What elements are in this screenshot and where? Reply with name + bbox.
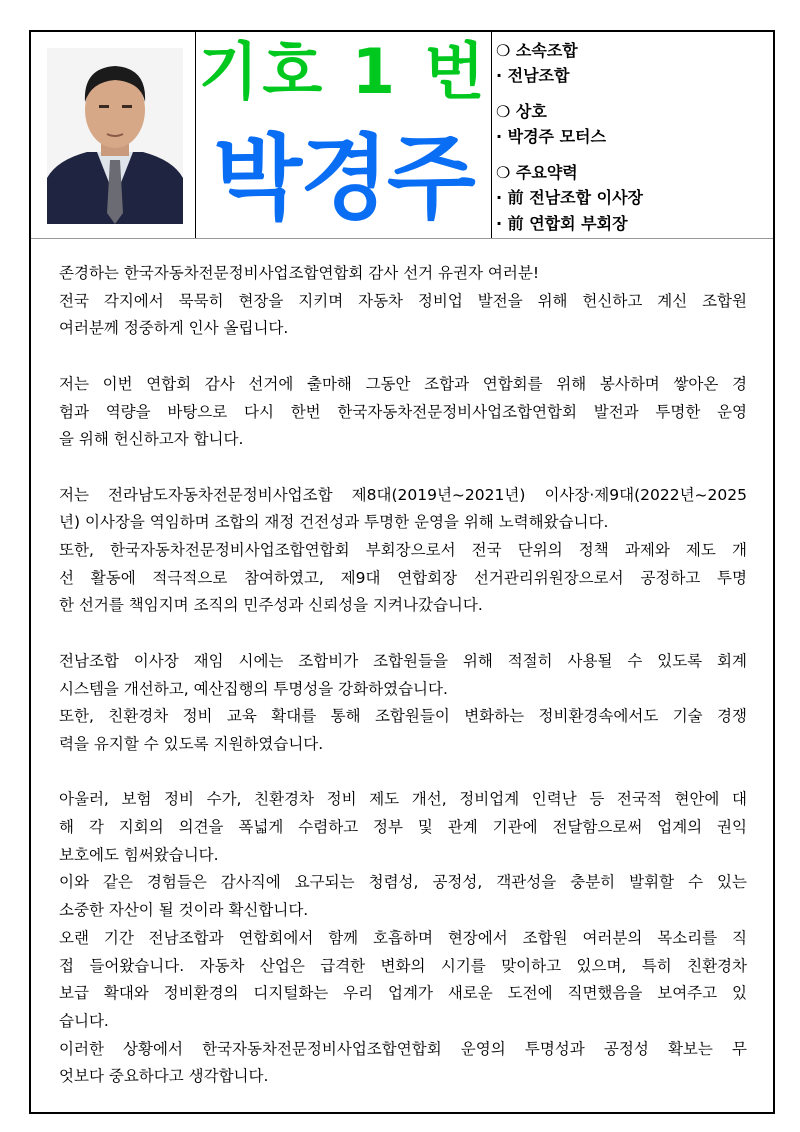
paragraph: [59, 648, 747, 759]
paragraph-gap: [59, 620, 747, 648]
text-line: 접 들어왔습니다. 자동차 산업은 급격한 변화의 시기를 맞이하고 있으며, 특히 친환경차: [59, 956, 747, 975]
info-item-career-1: · 前 전남조합 이사장: [496, 188, 643, 207]
candidate-header: [31, 32, 773, 239]
info-item-business: · 박경주 모터스: [496, 127, 606, 146]
text-line: 한 선거를 책임지며 조직의 민주성과 신뢰성을 지켜나갔습니다.: [59, 596, 483, 615]
text-line: 소중한 자산이 될 것이라 확신합니다.: [59, 901, 309, 920]
info-item-union: · 전남조합: [496, 66, 570, 85]
info-heading-career: ❍ 주요약력: [496, 163, 578, 182]
text-line: 엇보다 중요하다고 생각합니다.: [59, 1067, 269, 1086]
candidate-info: [492, 32, 773, 238]
ballot-number: 기호 1 번: [198, 35, 489, 108]
text-line: 여러분께 정중하게 인사 올립니다.: [59, 319, 289, 338]
text-line: 저는 전라남도자동차전문정비사업조합 제8대(2019년~2021년) 이사장·제9대(2022년~2025: [59, 485, 747, 504]
info-heading-union: ❍ 소속조합: [496, 41, 578, 60]
paragraph-gap: [59, 759, 747, 787]
text-line: 습니다.: [59, 1011, 109, 1030]
text-line: 해 각 지회의 의견을 폭넓게 수렴하고 정부 및 관계 기관에 전달함으로써 업계의 권익: [59, 818, 747, 836]
text-line: 보호에도 힘써왔습니다.: [59, 845, 219, 864]
text-line: 오랜 기간 전남조합과 연합회에서 함께 호흡하며 현장에서 조합원 여러분의 목소리를 직: [59, 928, 747, 947]
text-line: 또한, 한국자동차전문정비사업조합연합회 부회장으로서 전국 단위의 정책 과제와 제도 개: [59, 541, 747, 559]
text-line: 을 위해 헌신하고자 합니다.: [59, 430, 244, 449]
paragraph: [59, 786, 747, 1091]
text-line: 또한, 친환경차 정비 교육 확대를 통해 조합원들이 변화하는 정비환경속에서도 기술 경쟁: [59, 707, 747, 726]
text-line: 존경하는 한국자동차전문정비사업조합연합회 감사 선거 유권자 여러분!: [59, 264, 540, 282]
info-heading-business: ❍ 상호: [496, 102, 547, 121]
photo-cell: [31, 32, 196, 238]
statement-body: [59, 260, 747, 1091]
paragraph-gap: [59, 343, 747, 371]
text-line: 아울러, 보험 정비 수가, 친환경차 정비 제도 개선, 정비업계 인력난 등 전국적 현안에 대: [59, 790, 747, 809]
text-line: 년) 이사장을 역임하며 조합의 재정 건전성과 투명한 운영을 위해 노력해왔습니다.: [59, 513, 609, 532]
text-line: 력을 유지할 수 있도록 지원하였습니다.: [59, 734, 324, 753]
text-line: 선 활동에 적극적으로 참여하였고, 제9대 연합회장 선거관리위원장으로서 공정하고 투명: [59, 568, 747, 587]
text-line: 이러한 상황에서 한국자동차전문정비사업조합연합회 운영의 투명성과 공정성 확보는 무: [59, 1039, 747, 1058]
text-line: 험과 역량을 바탕으로 다시 한번 한국자동차전문정비사업조합연합회 발전과 투명한 운영: [59, 402, 747, 421]
candidate-name: 박경주: [213, 125, 474, 232]
text-line: 보급 확대와 정비환경의 디지털화는 우리 업계가 새로운 도전에 직면했음을 보여주고 있: [59, 984, 747, 1003]
paragraph: [59, 482, 747, 621]
text-line: 시스템을 개선하고, 예산집행의 투명성을 강화하였습니다.: [59, 679, 448, 698]
paragraph-gap: [59, 454, 747, 482]
candidate-photo: [47, 48, 183, 224]
flyer-frame: [29, 30, 775, 1114]
text-line: 전국 각지에서 묵묵히 현장을 지키며 자동차 정비업 발전을 위해 헌신하고 계신 조합원: [59, 291, 747, 310]
paragraph: [59, 371, 747, 454]
title-cell: [196, 32, 492, 238]
info-item-career-2: · 前 연합회 부회장: [496, 214, 628, 233]
text-line: 이와 같은 경험들은 감사직에 요구되는 청렴성, 공정성, 객관성을 충분히 발휘할 수 있는: [59, 873, 747, 892]
text-line: 전남조합 이사장 재임 시에는 조합비가 조합원들을 위해 적절히 사용될 수 있도록 회계: [59, 651, 747, 670]
text-line: 저는 이번 연합회 감사 선거에 출마해 그동안 조합과 연합회를 위해 봉사하며 쌓아온 경: [59, 374, 747, 393]
paragraph: [59, 260, 747, 343]
